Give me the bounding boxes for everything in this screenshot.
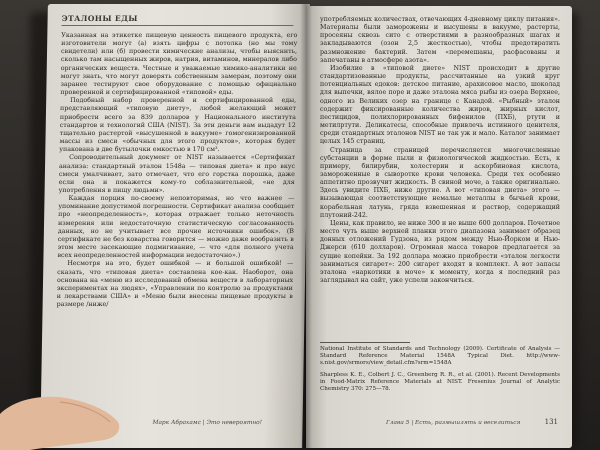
paragraph: Каждая порция по-своему неповторимая, но что важнее — упоминание допустимой погрешности. Сертификат анализа сообщает про «неопределенность», которая отражает только неточность измерения или недостаточную статистическую согласованность данных, но не учитывает все прочие источники ошибок». (В сертификате не без коварства говорится — можно даже вообразить в этом месте засекающие подмигивание, — что «для полного учета всех неопределенностей информации недостаточно».) (57, 195, 295, 260)
footnotes (320, 346, 560, 399)
left-page (40, 4, 310, 448)
paragraph: употребляемых количествах, отвечающих 4-дневному циклу питания». Материалы были заморожены и высушены в вакууме, растерты, просеяны сквозь сито с отверстиями в разнообразных шагах и закладываются (озон 2,5 жесткостью), чтобы предотвратить размножение бактерий. Затем «перемешаны, расфасованы и запечатаны в атмосфере азота». (320, 16, 560, 64)
running-head: ЭТАЛОНЫ ЕДЫ (61, 14, 138, 23)
footnote: Sharpless K. E., Colbert J. C., Greenberg R. R., et al. (2001). Recent Developments in Food-Matrix Reference Materials at NIST. Fresenius Journal of Analytic Chemistry 370: 275—78. (320, 372, 560, 393)
head-rule (61, 25, 293, 26)
page-footer: Глава 5 | Есть, размышлять и веселиться (386, 420, 521, 426)
book-spine (300, 4, 312, 448)
page-number: 131 (544, 418, 558, 426)
paragraph: Несмотря на это, будет ошибкой — и большой ошибкой! — сказать, что «типовая диета» составлена кое-как. Наоборот, она основана на «меню из исследований обмена веществ в лабораторных экспериментах на людях», «Управлении по контролю за продуктами и лекарствами США» и «Меню были внесены пищевые продукты в размере /ниже/ (56, 260, 294, 309)
thumb-image (0, 392, 122, 450)
footnote: National Institute of Standards and Technology (2009). Certificate of Analysis — Standard Reference Material 1548A Typical Diet. http://www-s.nist.gov/srmors/view_detail.cfm?srm=1548A (320, 346, 560, 367)
paragraph: Сопроводительный документ от NIST называется «Сертификат анализа: стандартный эталон 1548а — типовая диета» и про вкус смеси умалчивает, зато отмечает, что его горстка порошка, даже если она и покажется кому-то соблазнительной, «не для употребления в пищу людьми». (58, 154, 296, 194)
page-footer: Марк Абрахамс | Это невероятно! (152, 420, 263, 426)
left-page-text (57, 32, 298, 309)
paragraph: Указанная на этикетке пищевую ценность пищевого продукта, его изготовители могут (а) взять цифры с потолка (но мы тому свидетели) или (б) провести химические анализы, чтобы выяснить, сколько там насыщенных жиров, натрия, витаминов, минералов либо органических веществ. Честные и уважаемые химико-аналитики не могут знать, что могут доверять собственным замерам, поэтому они заранее тестируют свое оборудование с помощью официально проверенной и сертифицированной «типовой» еды. (60, 32, 298, 97)
paragraph: Подобный набор проверенной и сертифицированной еды, представляющий «типовую диету», любой желающий может приобрести всего за 839 долларов у Национального института стандартов и технологий США (NIST). За эти деньги вам выдадут 12 тщательно растертой «высушенной в вакууме» гомогенизированной массы из смеси «обычных для этого продуктов», которая будет упакована в две бутылочки емкостью в 170 см³. (59, 97, 297, 154)
paragraph: Цены, как правило, не ниже 300 и не выше 600 долларов. Почетное место чуть выше верхней планки этого диапазона занимает образец донных отложений Гудзона, из рядом между Нью-Йорком и Нью-Джерси (610 долларов). Огромная масса товаров предлагается за сущие копейки. За 192 доллара можно приобрести «эталон легкости заниматься сигарет»: 200 сигарет входят в комплект. А вот запасы эталона «наркотики в моче» к моменту, когда я последний раз заглядывал на сайт, уже успели закончиться. (320, 219, 560, 284)
right-page-text (320, 16, 560, 285)
paragraph: Изобилие в «типовой диете» NIST происходит в другие стандартизованные продукты, рассчитанные на узкий круг потенциальных едоков: детское питание, арахисовое масло, шоколад для выпечки, вялое поре и даже эталона мяса рыбы из озера Верхнее, одного из Великих озер на границе с Канадой. «Рыбный» эталон содержит фиксированные количества жиров, жирных кислот, пестицидов, полихлорированных бифенилов (ПХБ), ртути и метилртути. Деликатесы, способные привлечь истинного ценителя, среди стандартных эталонов NIST не так уж и мало. Каталог занимает целых 145 страниц. (320, 64, 560, 146)
right-page (306, 6, 572, 448)
footnote-divider (320, 342, 410, 343)
paragraph: Страница за страницей перечисляется многочисленные субстанции в форме пыли и физиологической жидкостью. Есть, к примеру, билирубин, холестерин и аскорбиновая кислота, замороженные в сыворотке крови человека. Среди тех особенно аппетитно прозвучит жидкость. В свиной моче, а также оригинально. Здесь увидите ПХБ, ниже другие. А вот «типовая диета» этого — вызывающая соответствующие немалые металлы в бычьей крови, корабельная латунь, гряда взвешенная и раствор, содержащий плутоний-242. (320, 146, 560, 219)
